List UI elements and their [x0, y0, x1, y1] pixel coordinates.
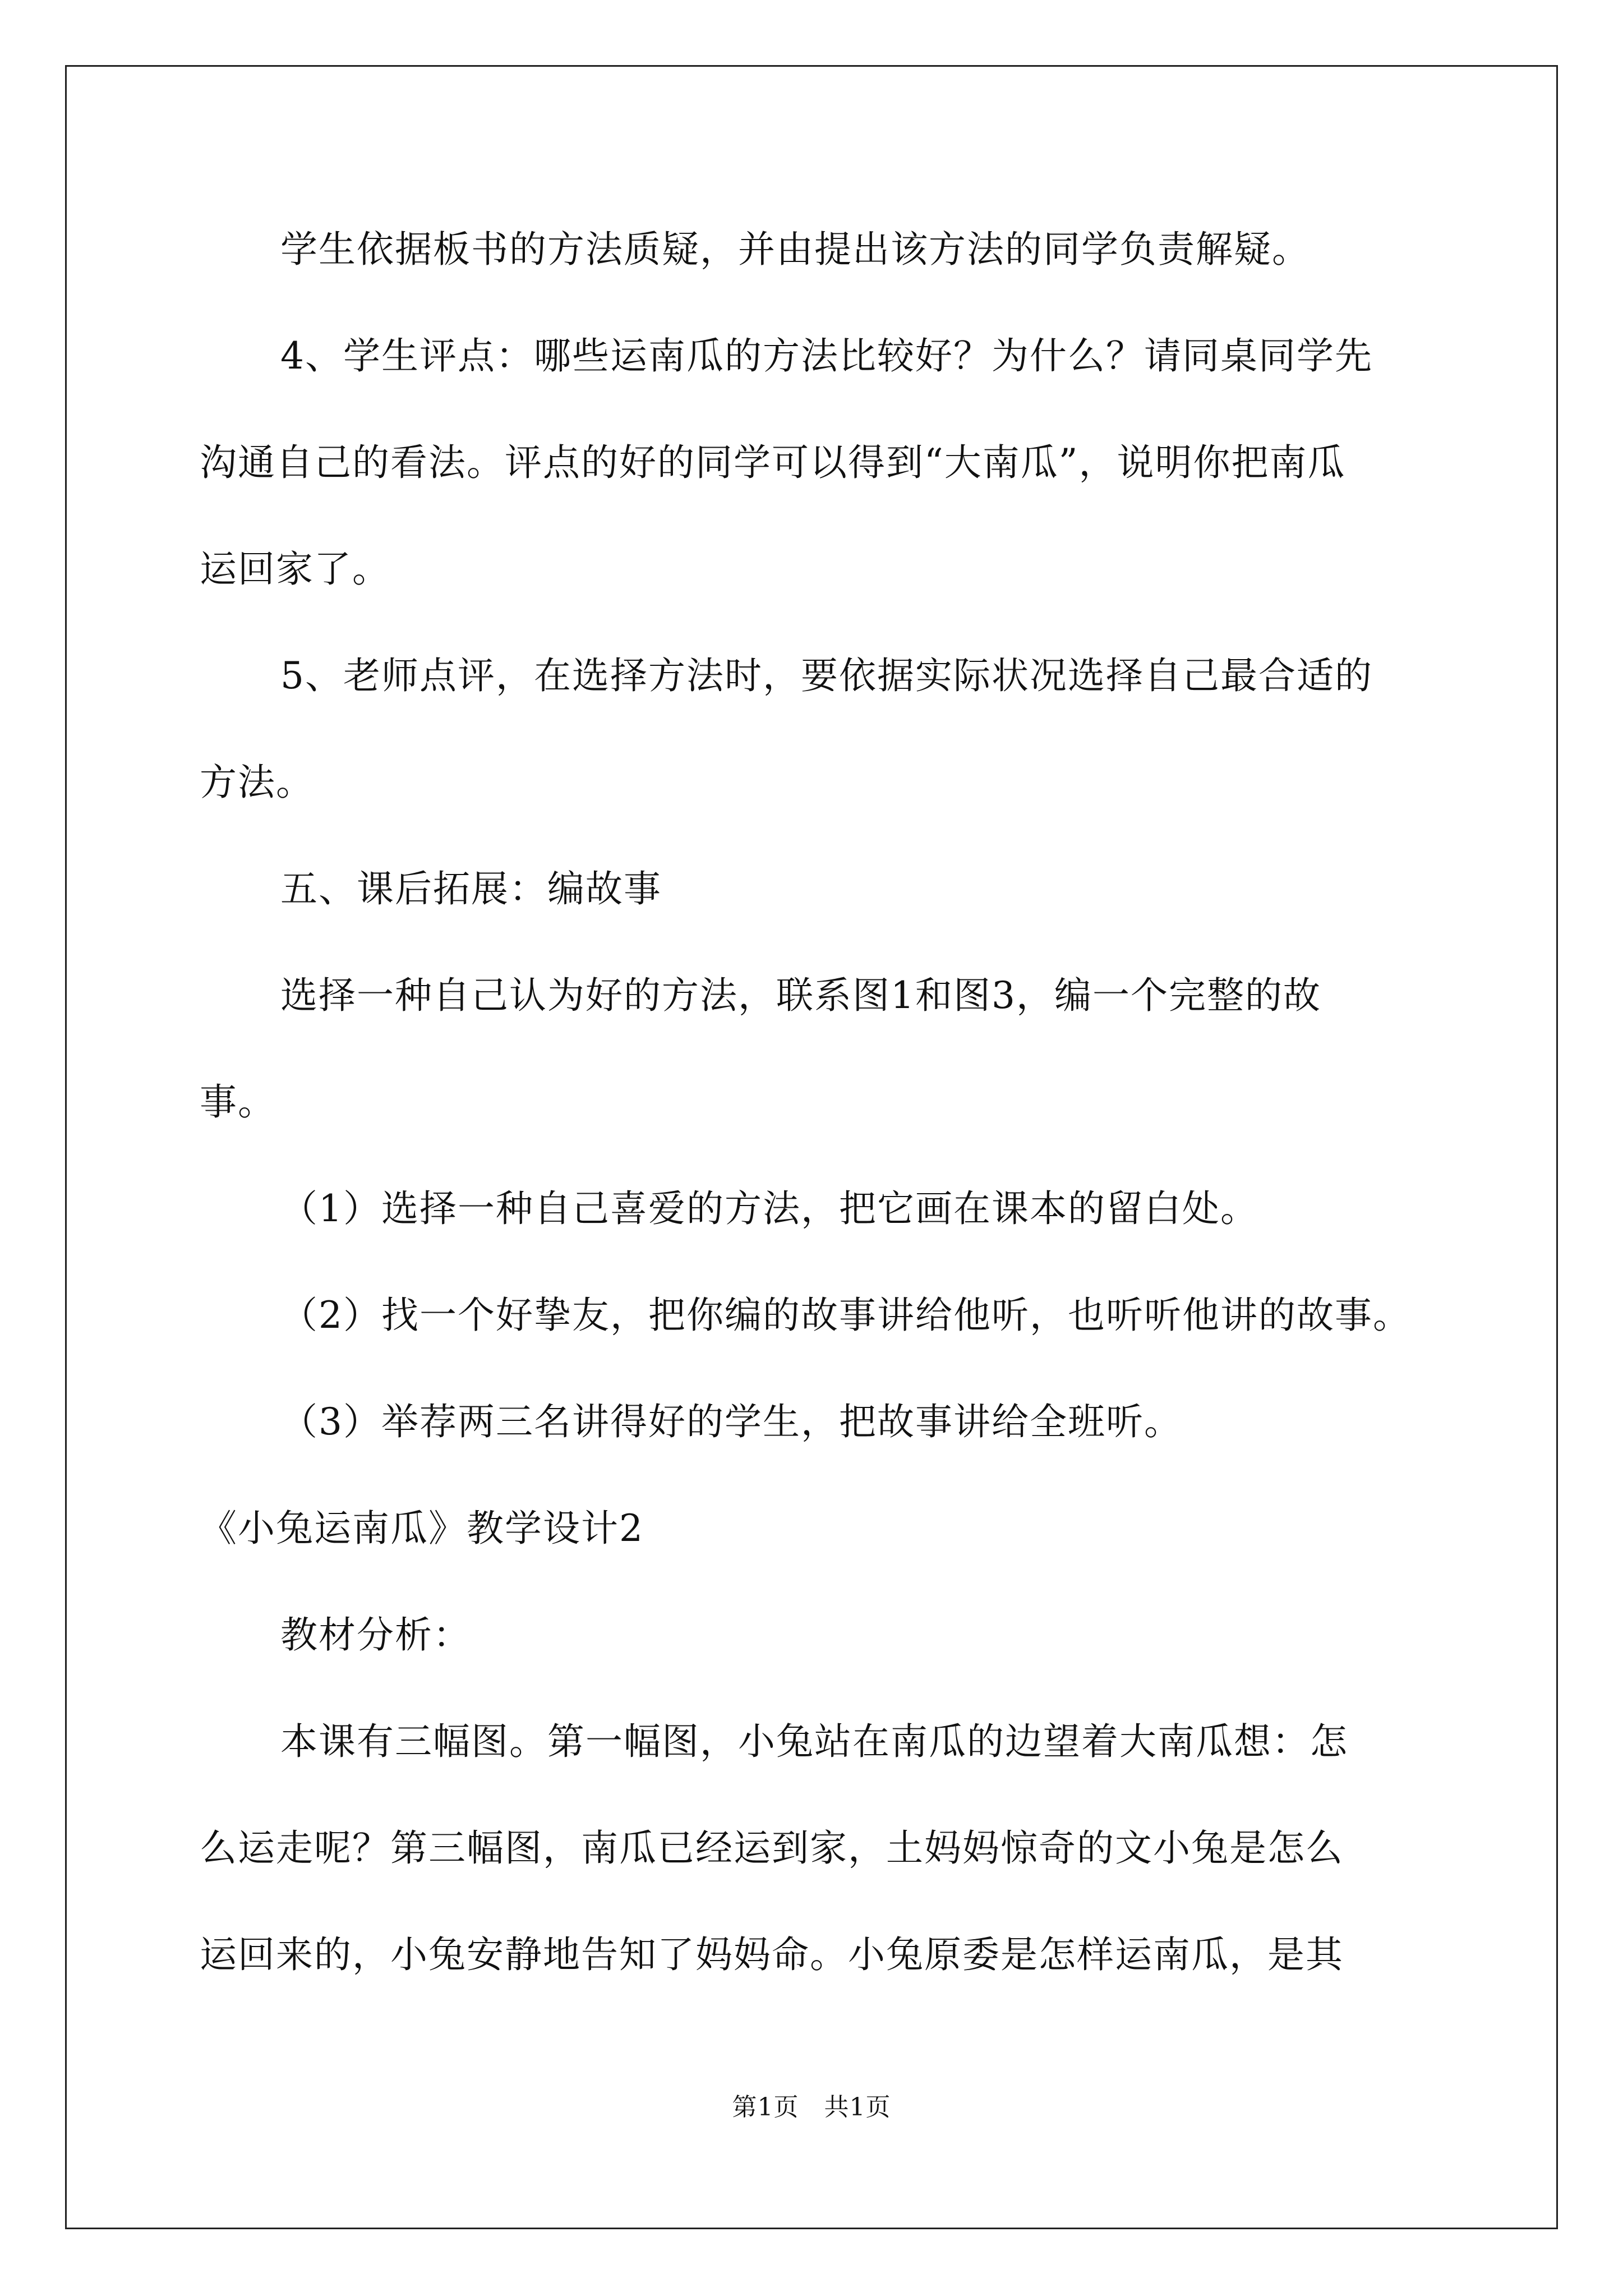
text-line: 方法。 — [200, 761, 314, 804]
list-item: （1）选择一种自己喜爱的方法，把它画在课本的留白处。 — [280, 1187, 1258, 1230]
text-line: 事。 — [200, 1080, 276, 1124]
section-heading: 教材分析： — [280, 1613, 471, 1657]
text-line: 沟通自己的看法。评点的好的同学可以得到“大南瓜”，说明你把南瓜 — [200, 441, 1346, 484]
page-number-footer: 第1页 共1页 — [732, 2093, 891, 2122]
text-line: 5、老师点评，在选择方法时，要依据实际状况选择自己最合适的 — [280, 654, 1373, 697]
text-line: 选择一种自己认为好的方法，联系图1和图3，编一个完整的故 — [280, 974, 1321, 1017]
text-line: 4、学生评点：哪些运南瓜的方法比较好？为什么？请同桌同学先 — [280, 334, 1373, 378]
text-line: 本课有三幅图。第一幅图，小兔站在南瓜的边望着大南瓜想：怎 — [280, 1720, 1348, 1763]
text-line: 么运走呢？第三幅图，南瓜已经运到家，土妈妈惊奇的文小兔是怎么 — [200, 1826, 1344, 1870]
document-title: 《小兔运南瓜》教学设计2 — [200, 1507, 644, 1550]
list-item: （3）举荐两三名讲得好的学生，把故事讲给全班听。 — [280, 1400, 1182, 1443]
page-border — [65, 65, 1558, 2229]
list-item: （2）找一个好挚友，把你编的故事讲给他听，也听听他讲的故事。 — [280, 1294, 1411, 1337]
section-heading: 五、课后拓展：编故事 — [280, 867, 662, 910]
text-line: 学生依据板书的方法质疑，并由提出该方法的同学负责解疑。 — [280, 228, 1310, 271]
text-line: 运回家了。 — [200, 547, 390, 591]
text-line: 运回来的，小兔安静地告知了妈妈命。小兔原委是怎样运南瓜，是其 — [200, 1933, 1344, 1976]
